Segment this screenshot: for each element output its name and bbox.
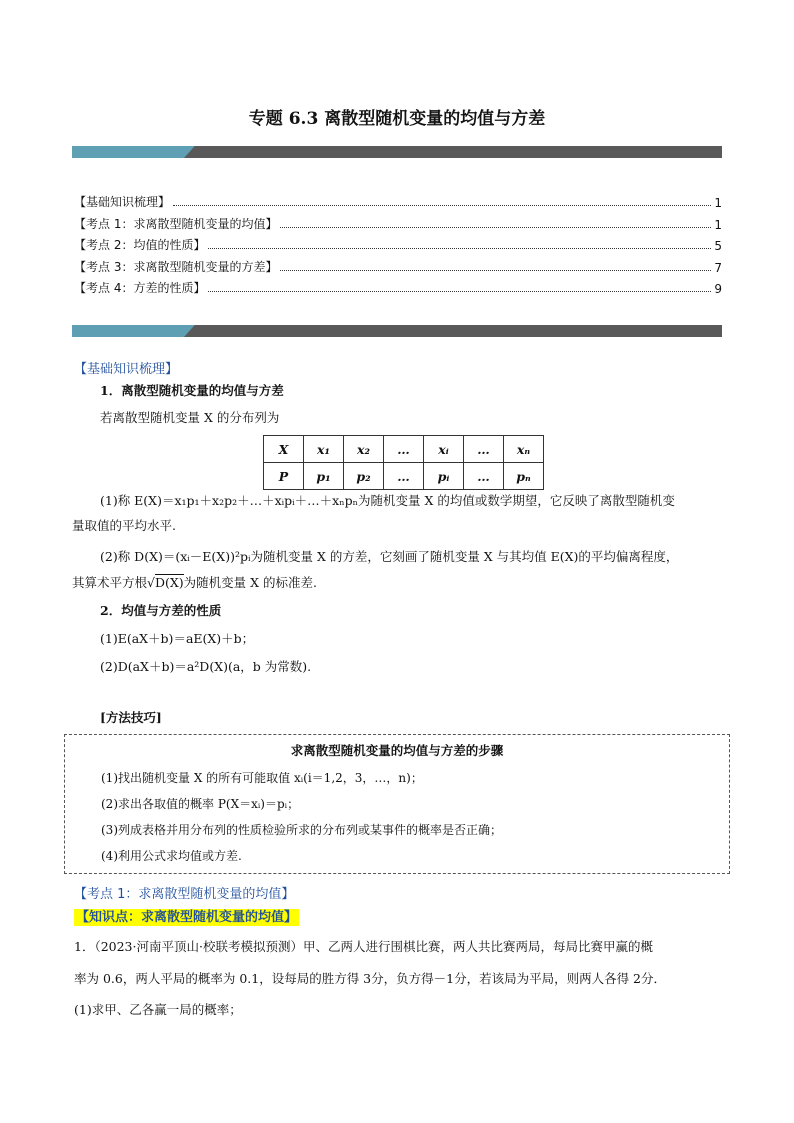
text-run: 其算术平方根 — [72, 575, 148, 590]
method-box-title: 求离散型随机变量的均值与方差的步骤 — [290, 743, 504, 758]
page-title: 专题 6.3 离散型随机变量的均值与方差 — [248, 109, 546, 129]
table-cell: P — [264, 463, 304, 490]
toc-item[interactable] — [74, 192, 722, 210]
section-divider-bar — [72, 325, 722, 337]
toc-item[interactable] — [74, 257, 722, 275]
table-cell: … — [464, 463, 504, 490]
table-cell: … — [464, 436, 504, 463]
method-step: (3)列成表格并用分布列的性质检验所求的分布列或某事件的概率是否正确； — [101, 823, 503, 837]
toc-item-page: 1 — [714, 196, 722, 210]
subsection-title: 1．离散型随机变量的均值与方差 — [100, 383, 284, 398]
toc-item-label: 【考点 1：求离散型随机变量的均值】 — [74, 217, 278, 231]
sqrt-symbol: √ — [147, 575, 155, 590]
toc-item-page: 5 — [714, 239, 722, 253]
table-cell: x₂ — [344, 436, 384, 463]
distribution-table — [263, 435, 544, 490]
toc-item-page: 9 — [714, 282, 722, 296]
table-cell: p₂ — [344, 463, 384, 490]
paragraph: (1)称 E(X)＝x₁p₁＋x₂p₂＋…＋xᵢpᵢ＋…＋xₙpₙ为随机变量 X 的均值或数学期望，它反映了离散型随机变 — [100, 493, 675, 508]
table-cell: p₁ — [304, 463, 344, 490]
section-heading: 【考点 1：求离散型随机变量的均值】 — [74, 887, 295, 902]
table-cell: xₙ — [504, 436, 544, 463]
question-subpart: (1)求甲、乙各赢一局的概率； — [74, 1002, 242, 1017]
toc-item[interactable] — [74, 278, 722, 296]
method-heading: [方法技巧] — [100, 710, 162, 725]
header-divider-bar — [72, 146, 722, 158]
table-cell: pₙ — [504, 463, 544, 490]
paragraph: 若离散型随机变量 X 的分布列为 — [100, 410, 280, 425]
method-step: (2)求出各取值的概率 P(X＝xᵢ)＝pᵢ； — [101, 797, 300, 811]
text-run: 为随机变量 X 的标准差. — [183, 575, 317, 590]
toc-item[interactable] — [74, 235, 722, 253]
table-cell: xᵢ — [424, 436, 464, 463]
table-cell: X — [264, 436, 304, 463]
method-box — [64, 734, 730, 874]
sqrt-radicand: D(X) — [154, 575, 184, 590]
toc-item-label: 【考点 2：均值的性质】 — [74, 238, 206, 252]
formula: (2)D(aX＋b)＝a²D(X)(a，b 为常数). — [100, 659, 312, 674]
section-heading: 【基础知识梳理】 — [74, 362, 179, 377]
toc-item-page: 1 — [714, 218, 722, 232]
toc-item-page: 7 — [714, 261, 722, 275]
method-step: (1)找出随机变量 X 的所有可能取值 xᵢ(i＝1,2，3，…，n)； — [101, 771, 423, 785]
paragraph — [72, 574, 317, 592]
table-cell: … — [384, 436, 424, 463]
paragraph: 量取值的平均水平. — [72, 518, 176, 533]
table-cell: pᵢ — [424, 463, 464, 490]
table-cell: x₁ — [304, 436, 344, 463]
question-text: 率为 0.6，两人平局的概率为 0.1，设每局的胜方得 3分，负方得－1分，若该局为平局，则两人各得 2分． — [74, 971, 667, 986]
formula: (1)E(aX＋b)＝aE(X)＋b； — [100, 631, 255, 646]
toc-item[interactable] — [74, 214, 722, 232]
paragraph: (2)称 D(X)＝(xᵢ－E(X))²pᵢ为随机变量 X 的方差，它刻画了随机变量 X 与其均值 E(X)的平均偏离程度， — [100, 549, 679, 564]
question-text: 1．（2023·河南平顶山·校联考模拟预测）甲、乙两人进行围棋比赛，两人共比赛两局，每局比赛甲赢的概 — [74, 939, 653, 954]
table-cell: … — [384, 463, 424, 490]
knowledge-label: 【知识点：求离散型随机变量的均值】 — [76, 910, 298, 925]
toc-item-label: 【基础知识梳理】 — [74, 195, 171, 209]
toc-item-label: 【考点 4：方差的性质】 — [74, 281, 206, 295]
subsection-title: 2．均值与方差的性质 — [100, 603, 222, 618]
toc-item-label: 【考点 3：求离散型随机变量的方差】 — [74, 260, 278, 274]
knowledge-highlight — [74, 906, 299, 925]
method-step: (4)利用公式求均值或方差. — [101, 849, 242, 863]
